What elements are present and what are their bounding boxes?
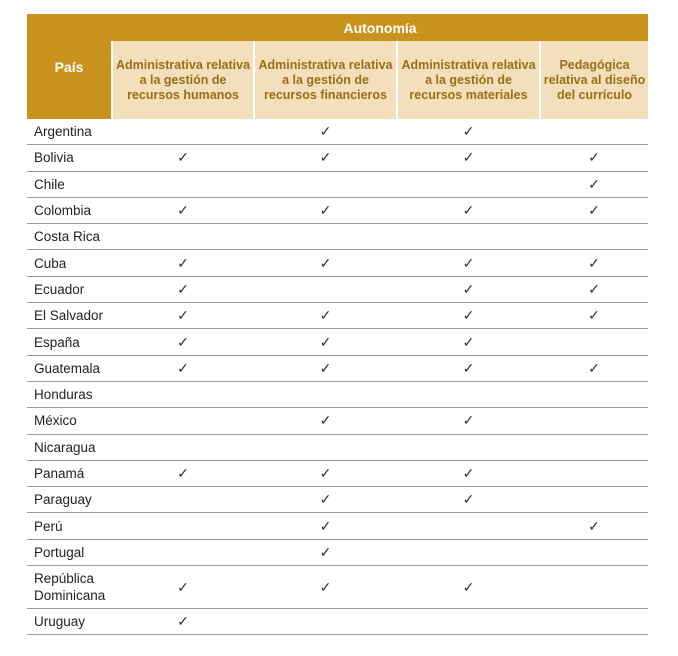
- country-cell: Honduras: [27, 381, 112, 407]
- country-cell: El Salvador: [27, 303, 112, 329]
- country-cell: Uruguay: [27, 609, 112, 635]
- empty-cell: [112, 434, 254, 460]
- check-mark-icon: ✓: [397, 355, 540, 381]
- check-mark-icon: ✓: [112, 250, 254, 276]
- table-row: [27, 171, 648, 197]
- empty-cell: [112, 381, 254, 407]
- country-cell: Argentina: [27, 119, 112, 145]
- country-cell: Nicaragua: [27, 434, 112, 460]
- country-cell: Paraguay: [27, 487, 112, 513]
- autonomy-table: [27, 14, 648, 635]
- check-mark-icon: ✓: [397, 303, 540, 329]
- table-body: [27, 119, 648, 635]
- empty-cell: [540, 408, 648, 434]
- table-row: [27, 276, 648, 302]
- check-mark-icon: ✓: [540, 355, 648, 381]
- empty-cell: [112, 539, 254, 565]
- check-mark-icon: ✓: [254, 513, 397, 539]
- table-row: [27, 355, 648, 381]
- check-mark-icon: ✓: [254, 145, 397, 171]
- empty-cell: [540, 566, 648, 609]
- check-mark-icon: ✓: [397, 408, 540, 434]
- empty-cell: [397, 171, 540, 197]
- empty-cell: [254, 434, 397, 460]
- check-mark-icon: ✓: [254, 250, 397, 276]
- header-col-recursos-financieros: Administrativa relativa a la gestión de recursos financieros: [254, 41, 397, 119]
- country-cell: Panamá: [27, 460, 112, 486]
- table-row: [27, 609, 648, 635]
- table-row: [27, 224, 648, 250]
- table-row: [27, 329, 648, 355]
- empty-cell: [540, 329, 648, 355]
- check-mark-icon: ✓: [397, 566, 540, 609]
- empty-cell: [112, 513, 254, 539]
- check-mark-icon: ✓: [397, 329, 540, 355]
- check-mark-icon: ✓: [397, 276, 540, 302]
- table-row: [27, 487, 648, 513]
- check-mark-icon: ✓: [112, 460, 254, 486]
- check-mark-icon: ✓: [254, 197, 397, 223]
- empty-cell: [112, 119, 254, 145]
- check-mark-icon: ✓: [540, 171, 648, 197]
- country-cell: España: [27, 329, 112, 355]
- check-mark-icon: ✓: [254, 119, 397, 145]
- check-mark-icon: ✓: [540, 303, 648, 329]
- empty-cell: [254, 276, 397, 302]
- header-autonomia: Autonomía: [112, 14, 648, 41]
- table-row: [27, 513, 648, 539]
- check-mark-icon: ✓: [112, 197, 254, 223]
- check-mark-icon: ✓: [540, 276, 648, 302]
- check-mark-icon: ✓: [254, 539, 397, 565]
- country-cell: Colombia: [27, 197, 112, 223]
- check-mark-icon: ✓: [112, 566, 254, 609]
- check-mark-icon: ✓: [112, 276, 254, 302]
- empty-cell: [540, 224, 648, 250]
- empty-cell: [397, 513, 540, 539]
- empty-cell: [112, 487, 254, 513]
- table-row: [27, 408, 648, 434]
- empty-cell: [540, 381, 648, 407]
- empty-cell: [397, 381, 540, 407]
- empty-cell: [112, 224, 254, 250]
- empty-cell: [254, 171, 397, 197]
- check-mark-icon: ✓: [254, 566, 397, 609]
- check-mark-icon: ✓: [112, 303, 254, 329]
- table-row: [27, 303, 648, 329]
- empty-cell: [397, 539, 540, 565]
- empty-cell: [397, 609, 540, 635]
- table-row: [27, 566, 648, 609]
- check-mark-icon: ✓: [540, 250, 648, 276]
- check-mark-icon: ✓: [254, 355, 397, 381]
- table-row: [27, 250, 648, 276]
- header-col-recursos-humanos: Administrativa relativa a la gestión de recursos humanos: [112, 41, 254, 119]
- empty-cell: [254, 381, 397, 407]
- check-mark-icon: ✓: [540, 513, 648, 539]
- country-cell: Costa Rica: [27, 224, 112, 250]
- table-row: [27, 539, 648, 565]
- country-cell: Bolivia: [27, 145, 112, 171]
- country-cell: República Dominicana: [27, 566, 112, 609]
- table-row: [27, 381, 648, 407]
- check-mark-icon: ✓: [397, 250, 540, 276]
- empty-cell: [540, 119, 648, 145]
- check-mark-icon: ✓: [254, 408, 397, 434]
- check-mark-icon: ✓: [397, 119, 540, 145]
- check-mark-icon: ✓: [397, 145, 540, 171]
- check-mark-icon: ✓: [397, 487, 540, 513]
- country-cell: México: [27, 408, 112, 434]
- country-cell: Perú: [27, 513, 112, 539]
- empty-cell: [397, 434, 540, 460]
- check-mark-icon: ✓: [112, 145, 254, 171]
- empty-cell: [112, 171, 254, 197]
- check-mark-icon: ✓: [254, 487, 397, 513]
- empty-cell: [540, 487, 648, 513]
- check-mark-icon: ✓: [540, 197, 648, 223]
- check-mark-icon: ✓: [397, 460, 540, 486]
- header-pais: País: [27, 14, 112, 119]
- country-cell: Cuba: [27, 250, 112, 276]
- empty-cell: [254, 609, 397, 635]
- country-cell: Ecuador: [27, 276, 112, 302]
- empty-cell: [254, 224, 397, 250]
- table-row: [27, 434, 648, 460]
- check-mark-icon: ✓: [397, 197, 540, 223]
- table-row: [27, 197, 648, 223]
- check-mark-icon: ✓: [112, 329, 254, 355]
- table-row: [27, 460, 648, 486]
- country-cell: Chile: [27, 171, 112, 197]
- empty-cell: [540, 609, 648, 635]
- table-row: [27, 145, 648, 171]
- autonomy-table-container: [27, 14, 648, 635]
- country-cell: Guatemala: [27, 355, 112, 381]
- check-mark-icon: ✓: [254, 303, 397, 329]
- country-cell: Portugal: [27, 539, 112, 565]
- table-row: [27, 119, 648, 145]
- check-mark-icon: ✓: [254, 329, 397, 355]
- empty-cell: [540, 434, 648, 460]
- empty-cell: [540, 539, 648, 565]
- check-mark-icon: ✓: [540, 145, 648, 171]
- header-col-recursos-materiales: Administrativa relativa a la gestión de recursos materiales: [397, 41, 540, 119]
- empty-cell: [397, 224, 540, 250]
- empty-cell: [112, 408, 254, 434]
- check-mark-icon: ✓: [112, 609, 254, 635]
- check-mark-icon: ✓: [112, 355, 254, 381]
- check-mark-icon: ✓: [254, 460, 397, 486]
- header-col-diseno-curriculo: Pedagógica relativa al diseño del currículo: [540, 41, 648, 119]
- empty-cell: [540, 460, 648, 486]
